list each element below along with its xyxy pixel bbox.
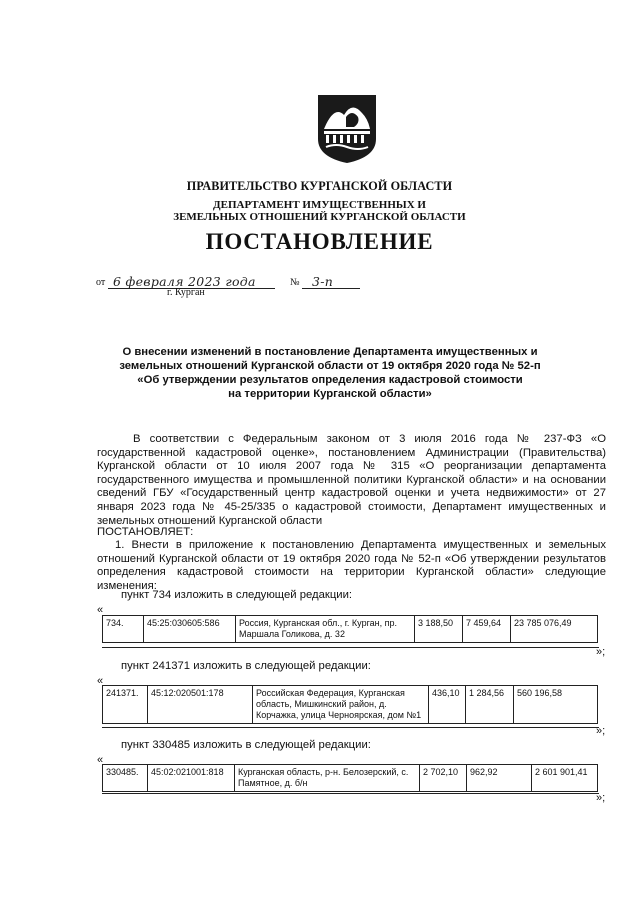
table-row [103, 686, 598, 724]
cell-cadastral-number: 45:02:021001:818 [148, 765, 235, 792]
cell-cadastral-number: 45:12:020501:178 [148, 686, 253, 724]
table-bottom-rule [102, 793, 599, 794]
cell-address: Россия, Курганская обл., г. Курган, пр. Маршала Голикова, д. 32 [236, 616, 415, 643]
item-734-label: пункт 734 изложить в следующей редакции: [121, 589, 353, 601]
clause-1-paragraph: 1. Внести в приложение к постановлению Департамента имущественных и земельных отношений Курганской области от 19 октября 2020 года № 52-п «Об утверждении результатов определения кадастровой стоимости на территории Курганской области» следующие изменения: [97, 539, 606, 592]
cell-specific-value: 7 459,64 [463, 616, 511, 643]
item-330485-label: пункт 330485 изложить в следующей редакции: [121, 739, 371, 751]
coat-of-arms-emblem [316, 93, 378, 165]
preamble-paragraph: В соответствии с Федеральным законом от 3 июля 2016 года № 237-ФЗ «О государственной кадастровой оценке», постановлением Администрации (Правительства) Курганской области от 10 июля 2007 года № 315 «О реорганизации департамента государственного имущества и промышленной политики Курганской области» и на основании сведений ГБУ «Государственный центр кадастровой оценки и учета недвижимости» от 27 января 2023 года № 45-25/335 о кадастровой стоимости, Департамент имущественных и земельных отношений Курганской области [97, 433, 606, 527]
cell-address: Российская Федерация, Курганская область, Мишкинский район, д. Корчажка, улица Черноярская, дом №1 [253, 686, 429, 724]
cell-address: Курганская область, р-н. Белозерский, с. Памятное, д. б/н [235, 765, 420, 792]
government-name: ПРАВИТЕЛЬСТВО КУРГАНСКОЙ ОБЛАСТИ [186, 179, 453, 193]
document-title: ПОСТАНОВЛЕНИЕ [205, 229, 434, 254]
table-bottom-rule [102, 727, 599, 728]
cell-specific-value: 1 284,56 [466, 686, 514, 724]
subject-line: О внесении изменений в постановление Департамента имущественных и [122, 346, 538, 358]
subject-line: «Об утверждении результатов определения кадастровой стоимости [137, 374, 523, 386]
table-bottom-rule [102, 647, 599, 648]
registry-table-330485 [102, 764, 598, 792]
cell-cadastral-value: 560 196,58 [514, 686, 598, 724]
cell-cadastral-value: 2 601 901,41 [532, 765, 598, 792]
cell-number: 330485. [103, 765, 148, 792]
cell-area: 436,10 [429, 686, 466, 724]
from-label: от [96, 277, 106, 288]
handwritten-date: 6 февраля 2023 года [113, 274, 256, 289]
item-241371-label: пункт 241371 изложить в следующей редакции: [121, 660, 371, 672]
department-name-line1: ДЕПАРТАМЕНТ ИМУЩЕСТВЕННЫХ И [213, 199, 426, 211]
open-quote: « [97, 604, 104, 616]
document-subject [100, 345, 560, 401]
subject-line: на территории Курганской области» [228, 388, 432, 400]
cell-area: 2 702,10 [420, 765, 467, 792]
close-quote: »; [596, 646, 606, 658]
close-quote: »; [596, 792, 606, 804]
cell-cadastral-value: 23 785 076,49 [511, 616, 598, 643]
handwritten-number: 3-п [312, 274, 334, 289]
cell-specific-value: 962,92 [467, 765, 532, 792]
cell-number: 241371. [103, 686, 148, 724]
table-row [103, 616, 598, 643]
department-name-line2: ЗЕМЕЛЬНЫХ ОТНОШЕНИЙ КУРГАНСКОЙ ОБЛАСТИ [173, 211, 466, 223]
cell-number: 734. [103, 616, 144, 643]
close-quote: »; [596, 725, 606, 737]
resolves-label: ПОСТАНОВЛЯЕТ: [97, 526, 194, 538]
registry-table-734 [102, 615, 598, 643]
cell-area: 3 188,50 [415, 616, 463, 643]
open-quote: « [97, 754, 104, 766]
cell-cadastral-number: 45:25:030605:586 [144, 616, 236, 643]
registry-table-241371 [102, 685, 598, 724]
table-row [103, 765, 598, 792]
number-label: № [290, 277, 300, 288]
subject-line: земельных отношений Курганской области от 19 октября 2020 года № 52-п [119, 360, 541, 372]
city-label: г. Курган [167, 287, 205, 298]
open-quote: « [97, 675, 104, 687]
